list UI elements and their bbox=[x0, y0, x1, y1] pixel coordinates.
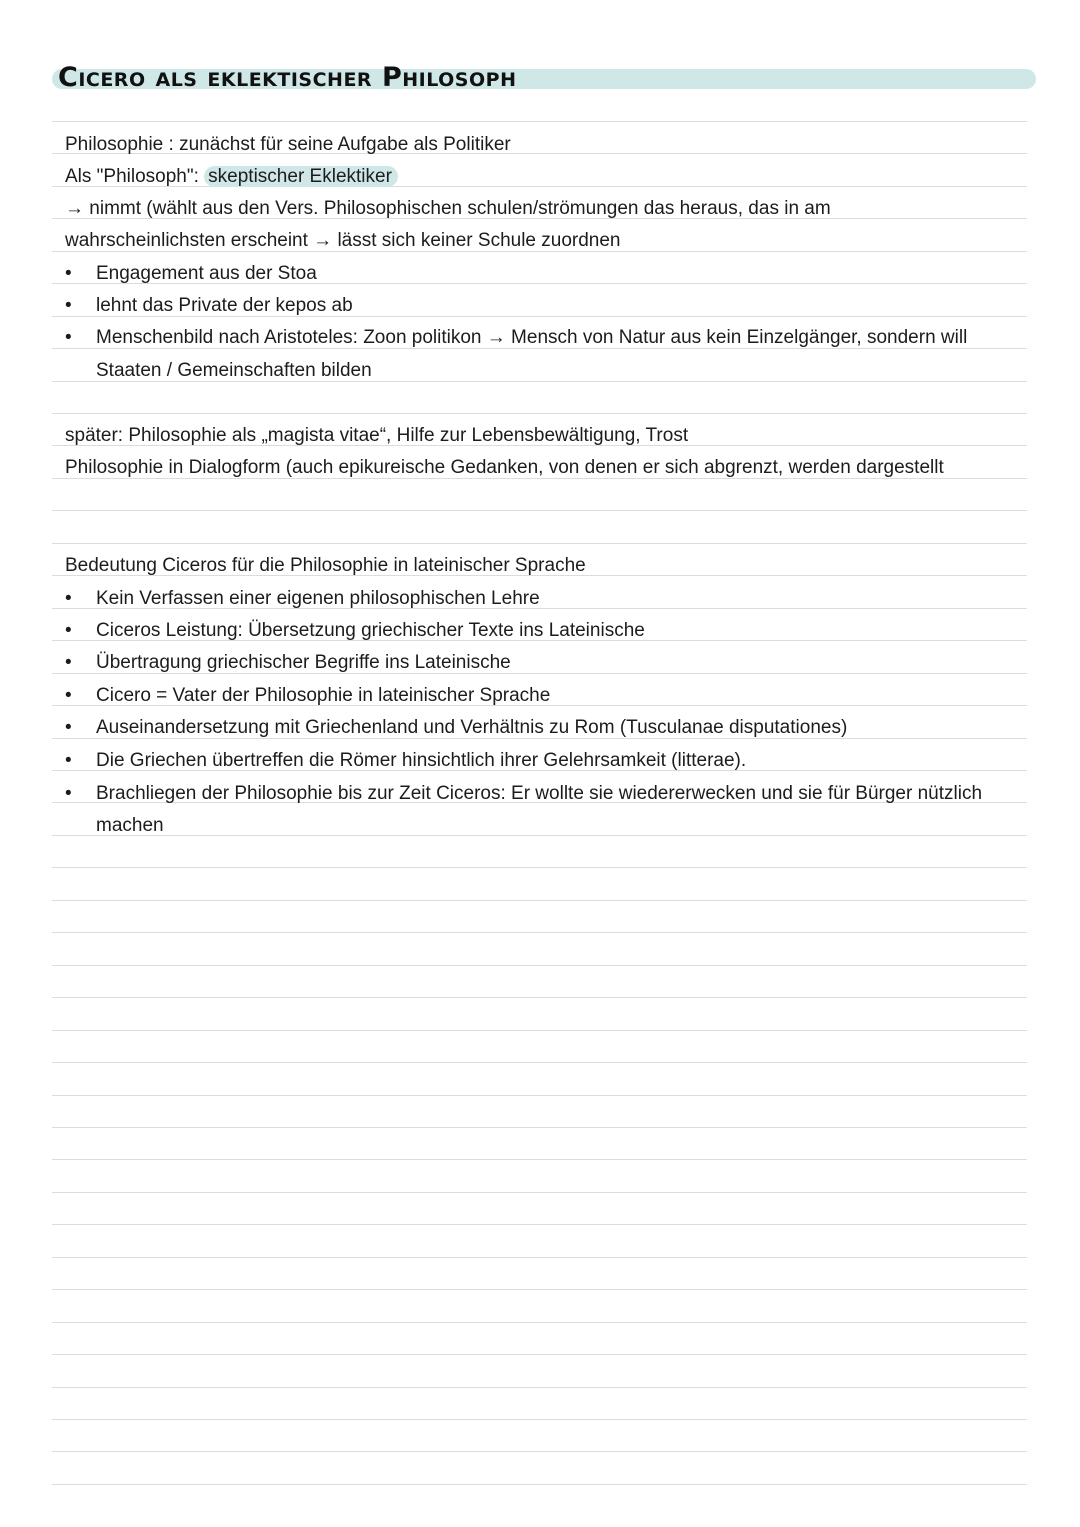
bullet-point: • bbox=[65, 263, 72, 284]
bullet-text: Auseinandersetzung mit Griechenland und Verhältnis zu Rom (Tusculanae disputationes) bbox=[96, 717, 848, 738]
bullet-point: • bbox=[65, 783, 72, 804]
ruled-line bbox=[52, 1062, 1027, 1063]
bullet-text: Menschenbild nach Aristoteles: Zoon politikon → Mensch von Natur aus kein Einzelgänger, sondern will bbox=[96, 327, 968, 348]
bullet-text-continuation: machen bbox=[96, 815, 164, 836]
bullet-point: • bbox=[65, 588, 72, 609]
ruled-line bbox=[52, 1419, 1027, 1420]
bullet-text: Ciceros Leistung: Übersetzung griechischer Texte ins Lateinische bbox=[96, 620, 645, 641]
ruled-line bbox=[52, 413, 1027, 414]
page-title: Cicero als eklektischer Philosoph bbox=[58, 62, 517, 93]
ruled-line bbox=[52, 1387, 1027, 1388]
bullet-point: • bbox=[65, 750, 72, 771]
section-heading: Bedeutung Ciceros für die Philosophie in lateinischer Sprache bbox=[65, 555, 586, 576]
bullet-point: • bbox=[65, 295, 72, 316]
ruled-line bbox=[52, 1354, 1027, 1355]
bullet-point: • bbox=[65, 620, 72, 641]
bullet-text: Brachliegen der Philosophie bis zur Zeit Ciceros: Er wollte sie wiedererwecken und sie für Bürger nützlich bbox=[96, 783, 983, 804]
text-prefix: Als "Philosoph": bbox=[65, 166, 205, 187]
ruled-line bbox=[52, 1322, 1027, 1323]
text-line: Philosophie : zunächst für seine Aufgabe als Politiker bbox=[65, 134, 511, 155]
text-line: wahrscheinlichsten erscheint → lässt sich keiner Schule zuordnen bbox=[65, 230, 621, 251]
ruled-line bbox=[52, 1159, 1027, 1160]
ruled-line bbox=[52, 1289, 1027, 1290]
ruled-line bbox=[52, 867, 1027, 868]
ruled-line bbox=[52, 510, 1027, 511]
ruled-line bbox=[52, 1127, 1027, 1128]
ruled-line bbox=[52, 1224, 1027, 1225]
bullet-text: Cicero = Vater der Philosophie in lateinischer Sprache bbox=[96, 685, 551, 706]
title-block bbox=[52, 60, 1036, 96]
bullet-text-continuation: Staaten / Gemeinschaften bilden bbox=[96, 360, 372, 381]
ruled-line bbox=[52, 121, 1027, 122]
ruled-line bbox=[52, 1451, 1027, 1452]
ruled-line bbox=[52, 965, 1027, 966]
ruled-line bbox=[52, 543, 1027, 544]
text-line: Philosophie in Dialogform (auch epikureische Gedanken, von denen er sich abgrenzt, werden dargestellt bbox=[65, 457, 944, 478]
ruled-line bbox=[52, 932, 1027, 933]
ruled-line bbox=[52, 1095, 1027, 1096]
text-line bbox=[65, 165, 398, 189]
bullet-text: lehnt das Private der kepos ab bbox=[96, 295, 353, 316]
text-line: später: Philosophie als „magista vitae“, Hilfe zur Lebensbewältigung, Trost bbox=[65, 425, 689, 446]
ruled-line bbox=[52, 835, 1027, 836]
ruled-line bbox=[52, 900, 1027, 901]
ruled-line bbox=[52, 1257, 1027, 1258]
highlighted-text: skeptischer Eklektiker bbox=[204, 166, 398, 187]
bullet-text: Kein Verfassen einer eigenen philosophischen Lehre bbox=[96, 588, 540, 609]
ruled-line bbox=[52, 1484, 1027, 1485]
ruled-line bbox=[52, 1030, 1027, 1031]
ruled-line bbox=[52, 997, 1027, 998]
bullet-point: • bbox=[65, 327, 72, 348]
bullet-text: Engagement aus der Stoa bbox=[96, 263, 317, 284]
bullet-text: Die Griechen übertreffen die Römer hinsichtlich ihrer Gelehrsamkeit (litterae). bbox=[96, 750, 747, 771]
bullet-point: • bbox=[65, 685, 72, 706]
text-line: → nimmt (wählt aus den Vers. Philosophischen schulen/strömungen das heraus, das in am bbox=[65, 198, 831, 219]
bullet-point: • bbox=[65, 652, 72, 673]
ruled-line bbox=[52, 1192, 1027, 1193]
bullet-text: Übertragung griechischer Begriffe ins Lateinische bbox=[96, 652, 511, 673]
bullet-point: • bbox=[65, 717, 72, 738]
